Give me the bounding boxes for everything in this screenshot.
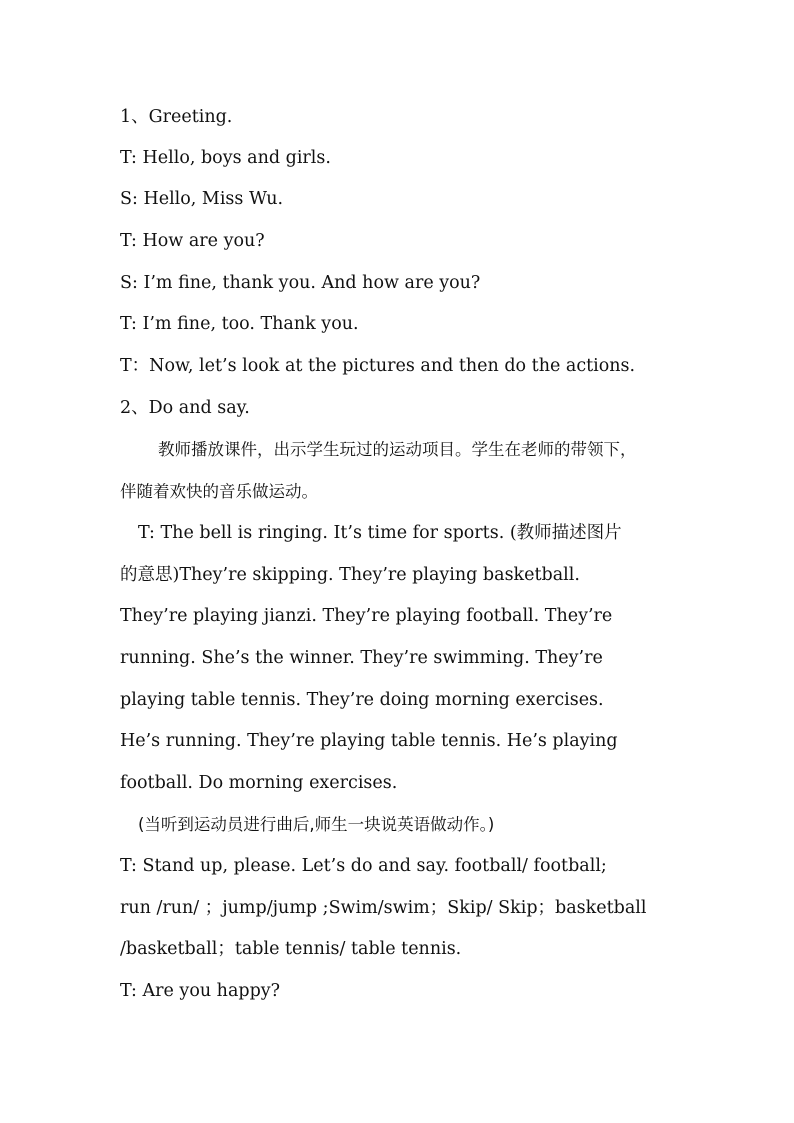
paragraph-line: running. She’s the winner. They’re swimming. They’re [120,648,603,668]
paragraph-line: /basketball；table tennis/ table tennis. [120,939,462,959]
paragraph-line: 的意思)They’re skipping. They’re playing basketball. [120,565,580,585]
section-heading-do-and-say: 2、Do and say. [120,398,250,418]
dialogue-line: T: How are you? [120,231,265,251]
dialogue-line: T：Now, let’s look at the pictures and then do the actions. [120,356,636,376]
dialogue-line: S: Hello, Miss Wu. [120,189,284,209]
dialogue-line: T: The bell is ringing. It’s time for sports. (教师描述图片 [138,523,622,543]
dialogue-line: S: I’m fine, thank you. And how are you? [120,273,481,293]
instruction-text: 伴随着欢快的音乐做运动。 [120,482,318,501]
dialogue-line: T: Hello, boys and girls. [120,148,331,168]
dialogue-line: T: Are you happy? [120,981,281,1001]
section-heading-greeting: 1、Greeting. [120,107,233,127]
paragraph-line: football. Do morning exercises. [120,773,398,793]
paragraph-line: run /run/ ；jump/jump ;Swim/swim；Skip/ Skip；basketball [120,898,647,918]
paragraph-line: He’s running. They’re playing table tennis. He’s playing [120,731,618,751]
dialogue-line: T: I’m fine, too. Thank you. [120,314,359,334]
stage-direction: (当听到运动员进行曲后,师生一块说英语做动作。) [138,815,495,834]
paragraph-line: playing table tennis. They’re doing morning exercises. [120,690,604,710]
dialogue-line: T: Stand up, please. Let’s do and say. football/ football; [120,856,607,876]
instruction-text: 教师播放课件，出示学生玩过的运动项目。学生在老师的带领下， [158,440,637,459]
paragraph-line: They’re playing jianzi. They’re playing football. They’re [120,606,613,626]
